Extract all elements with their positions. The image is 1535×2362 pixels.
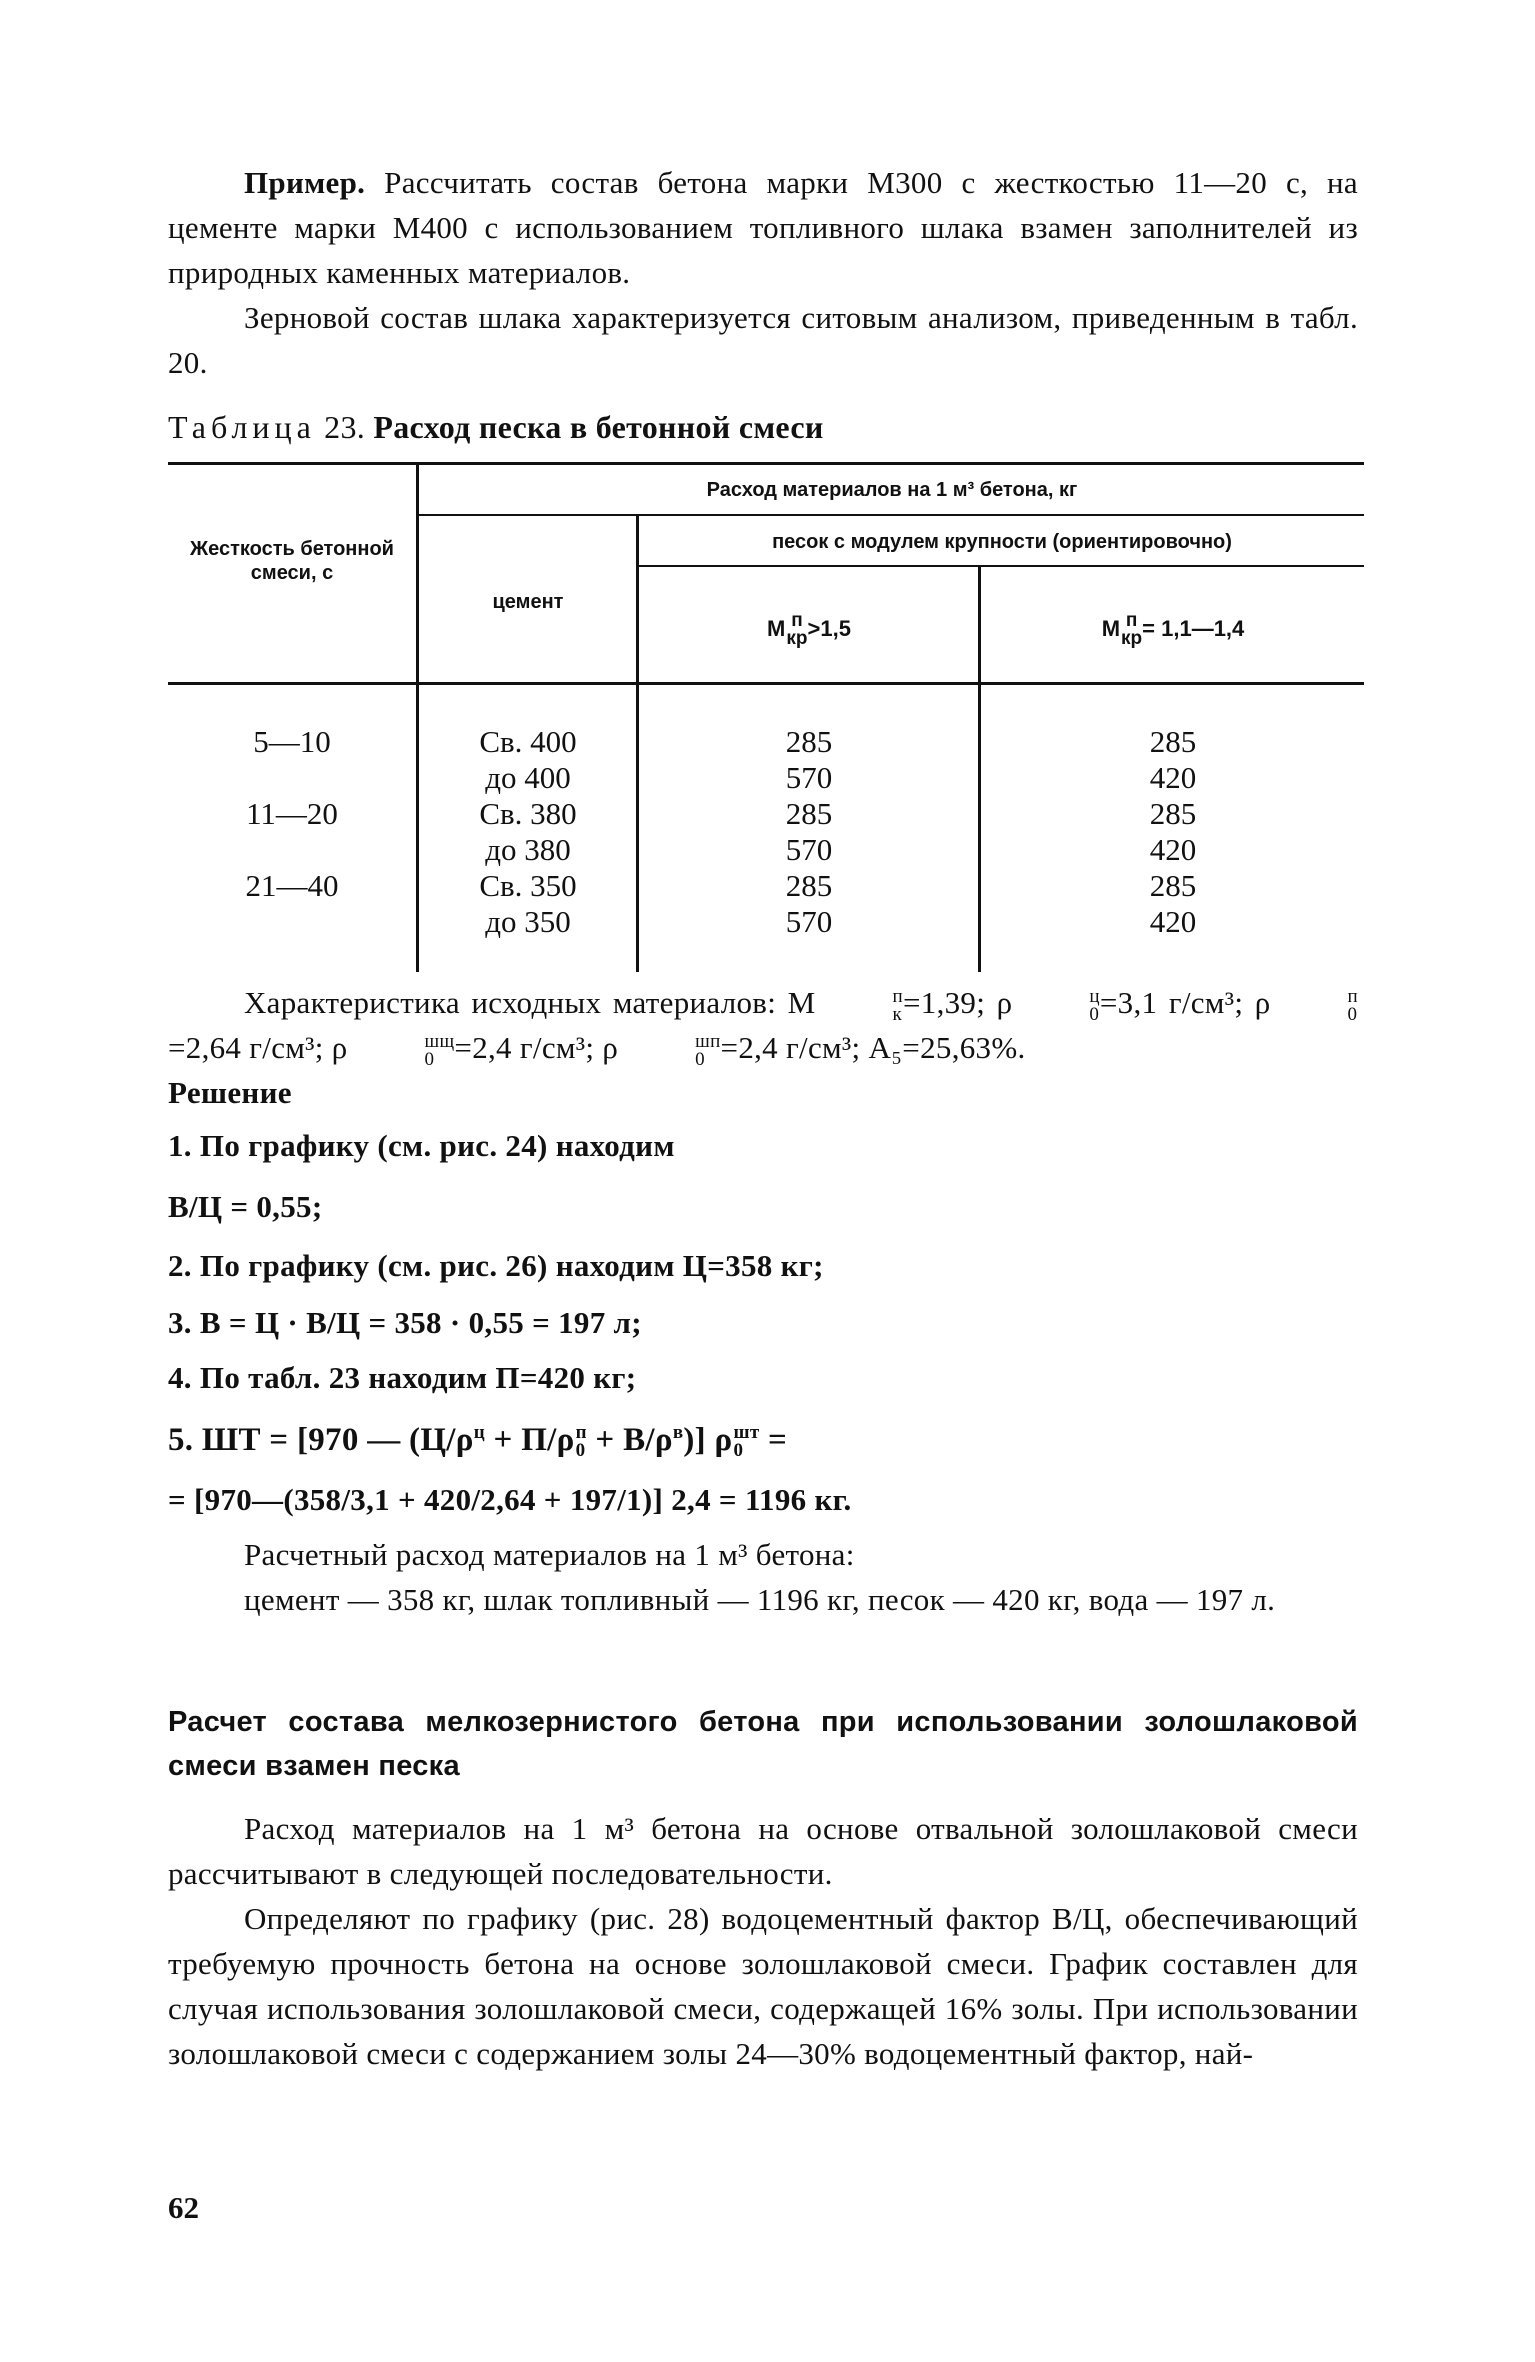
stiffness-value: 11—20 — [246, 796, 338, 831]
sand1-cell: 570 — [785, 832, 833, 867]
step-1-formula: В/Ц = 0,55; — [168, 1189, 323, 1224]
header-sand-col2: М п кр = 1,1—1,4 — [1101, 610, 1245, 649]
cement-cell: Св. 400 — [479, 724, 577, 759]
sand-col1-column — [640, 724, 978, 940]
cement-column — [420, 724, 636, 940]
solution-heading: Решение — [168, 1075, 292, 1110]
grain-paragraph: Зерновой состав шлака характеризуется ситовым анализом, приведенным в табл. 20. — [168, 300, 1358, 380]
table-caption — [168, 405, 1358, 450]
col-divider-1 — [416, 462, 419, 972]
sand1-cell: 285 — [785, 796, 833, 831]
sand1-cell: 285 — [785, 868, 833, 903]
sand2-cell: 420 — [1149, 760, 1197, 795]
solution-steps — [168, 1123, 1358, 1622]
header-rule-2 — [638, 565, 1364, 567]
sand1-cell: 570 — [785, 904, 833, 939]
cement-cell: до 380 — [485, 832, 571, 867]
page-number: 62 — [168, 2190, 199, 2225]
sand-consumption-table — [168, 462, 1364, 972]
header-sand: песок с модулем крупности (ориентировочно) — [772, 531, 1232, 553]
step-2: 2. По графику (см. рис. 26) находим Ц=358 кг; — [168, 1248, 824, 1283]
example-text: Рассчитать состав бетона марки М300 с жесткостью 11—20 с, на цементе марки М400 с использованием топливного шлака взамен заполнителей из природных каменных материалов. — [168, 165, 1358, 290]
cement-cell: до 400 — [485, 760, 571, 795]
sand2-cell: 285 — [1149, 796, 1197, 831]
step-3: 3. В = Ц · В/Ц = 358 · 0,55 = 197 л; — [168, 1305, 642, 1340]
example-block — [168, 160, 1358, 385]
example-lead: Пример. — [244, 165, 366, 200]
header-cement: цемент — [492, 591, 564, 613]
step-1: 1. По графику (см. рис. 24) находим — [168, 1128, 675, 1163]
caption-title: Расход песка в бетонной смеси — [373, 409, 824, 445]
characteristics-block — [168, 980, 1358, 1115]
step-4: 4. По табл. 23 находим П=420 кг; — [168, 1360, 637, 1395]
sand1-cell: 285 — [785, 724, 833, 759]
header-rule-1 — [418, 514, 1364, 516]
section-block — [168, 1700, 1358, 2076]
caption-prefix: Таблица — [168, 409, 316, 445]
sand1-cell: 570 — [785, 760, 833, 795]
example-paragraph — [168, 160, 1358, 295]
section-title: Расчет состава мелкозернистого бетона при использовании золошлаковой смеси взамен песка — [168, 1706, 1358, 1782]
table-top-rule — [168, 462, 1364, 465]
sand2-cell: 285 — [1149, 868, 1197, 903]
result-text: цемент — 358 кг, шлак топливный — 1196 кг, песок — 420 кг, вода — 197 л. — [244, 1582, 1276, 1617]
header-stiffness: Жесткость бетонной смеси, с — [190, 538, 394, 584]
section-paragraph-2: Определяют по графику (рис. 28) водоцементный фактор В/Ц, обеспечивающий требуемую прочность бетона на основе золошлаковой смеси. График составлен для случая использования золошлаковой смеси, содержащей 16% золы. При использовании золошлаковой смеси с содержанием золы 24—30% водоцементный фактор, най- — [168, 1901, 1358, 2071]
section-paragraph-1: Расход материалов на 1 м³ бетона на основе отвальной золошлаковой смеси рассчитывают в следующей последовательности. — [168, 1811, 1358, 1891]
header-bottom-rule — [168, 682, 1364, 685]
sand-col2-column — [982, 724, 1364, 940]
characteristics-paragraph: Характеристика исходных материалов: M п к =1,39; ρ ц 0 =3,1 г/см³; ρ п 0 =2,64 г/см³; ρ шщ 0 =2,4 г/см³; ρ шп 0 =2,4 г/см³; A₅=25,63%. — [168, 985, 1358, 1070]
sand2-cell: 285 — [1149, 724, 1197, 759]
header-sand-col1: М п кр >1,5 — [767, 610, 851, 649]
col-divider-2 — [636, 516, 639, 972]
stiffness-value: 21—40 — [245, 868, 339, 903]
cement-cell: Св. 380 — [479, 796, 577, 831]
step-5: 5. ШТ = [970 — ($Ц/\rho^ц + П/\rho$ п 0 + $В/\rho^в$)] ρ шт 0 = — [168, 1422, 788, 1462]
cement-cell: Св. 350 — [479, 868, 577, 903]
stiffness-column — [168, 724, 416, 904]
sand2-cell: 420 — [1149, 904, 1197, 939]
col-divider-3 — [978, 567, 981, 972]
cement-cell: до 350 — [485, 904, 571, 939]
caption-number: 23. — [324, 409, 366, 445]
result-intro: Расчетный расход материалов на 1 м³ бетона: — [244, 1537, 855, 1572]
sand2-cell: 420 — [1149, 832, 1197, 867]
step-5-line-2: = [970—(358/3,1 + 420/2,64 + 197/1)] 2,4 = 1196 кг. — [168, 1482, 852, 1517]
stiffness-value: 5—10 — [253, 724, 331, 759]
header-consumption: Расход материалов на 1 м³ бетона, кг — [706, 479, 1078, 501]
